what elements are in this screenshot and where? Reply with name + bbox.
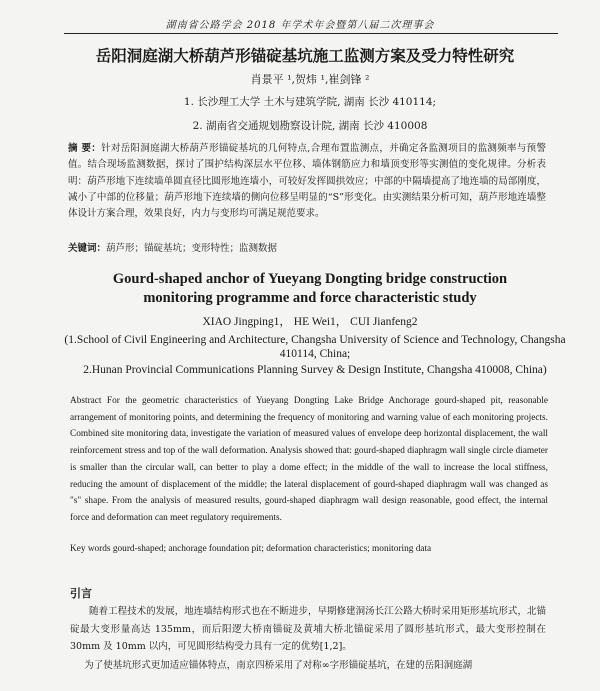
chinese-abstract-text: 针对岳阳洞庭湖大桥葫芦形锚碇基坑的几何特点,合理布置监测点，并确定各监测项目的监测频率与预警值。结合现场监测数据，探讨了围护结构深层水平位移、墙体钢筋应力和墙顶变形等实测值的变化规律。分析表明：葫芦形地下连续墙单圆直径比圆形地连墙小，可较好发挥圆拱效应；中部的中隔墙提高了地连墙的局部刚度，减小了中部的位移量；葫芦形地下连续墙的侧向位移呈明显的“S”形变化。由实测结果分析可知，葫芦形地连墙整体设计方案合理，效果良好，内力与变形均可满足规范要求。 bbox=[68, 143, 546, 220]
english-abstract bbox=[70, 393, 548, 527]
english-affiliation-2: 2.Hunan Provincial Communications Planning Survey & Design Institute, Changsha 410008, China) bbox=[83, 364, 547, 376]
body-paragraph-1: 随着工程技术的发展，地连墙结构形式也在不断进步，早期修建洞汤长江公路大桥时采用矩形基坑形式，北锚碇最大变形量高达 135mm，而后阳逻大桥南锚碇及黄埔大桥北锚碇采用了圆形基坑形式，最大变形控制在 30mm 及 10mm 以内，可见圆形结构受力具有一定的优势[1,2]。 bbox=[70, 606, 546, 652]
chinese-affiliation-1: 1. 长沙理工大学 土木与建筑学院, 湖南 长沙 410114; bbox=[183, 96, 437, 108]
chinese-keywords bbox=[68, 240, 548, 254]
english-title bbox=[40, 270, 580, 308]
header-rule bbox=[64, 33, 558, 34]
english-abstract-text: For the geometric characteristics of Yueyang Dongting Lake Bridge Anchorage gourd-shaped pit, reasonable arrangement of monitoring points, and determining the frequency of monitoring and warning value of each monitoring projects. Combined site monitoring data, investigate the variation of measured values of envelope deep horizontal displacement, the wall reinforcement stress and top of the wall deformation. Analysis showed that: gourd-shaped diaphragm wall single circle diameter is smaller than the circular wall, can better to play a dome effect; in the middle of the wall to increase the local stiffness, reducing the amount of displacement of the middle; the lateral displacement of gourd-shaped diaphragm wall was changed as "s" shape. From the analysis of measured results, gourd-shaped diaphragm wall design reasonable, good effect, the internal force and deformation can meet regulatory requirements. bbox=[70, 396, 548, 523]
english-authors: XIAO Jingping1， HE Wei1， CUI Jianfeng2 bbox=[202, 316, 418, 328]
running-header: 湖南省公路学会 2018 年学术年会暨第八届二次理事会 bbox=[165, 20, 435, 31]
chinese-abstract-label: 摘 要： bbox=[68, 143, 102, 154]
english-affiliation-1: (1.School of Civil Engineering and Architecture, Changsha University of Science and Technology, Changsha 410114, China; bbox=[64, 334, 566, 360]
english-abstract-label: Abstract bbox=[70, 396, 102, 406]
english-keywords bbox=[70, 544, 550, 554]
chinese-abstract bbox=[68, 141, 546, 222]
english-keywords-text: gourd-shaped; anchorage foundation pit; deformation characteristics; monitoring data bbox=[112, 544, 432, 554]
chinese-keywords-label: 关键词： bbox=[68, 243, 107, 254]
english-title-line-1: Gourd-shaped anchor of Yueyang Dongting bridge construction bbox=[112, 271, 508, 287]
chinese-affiliation-2: 2. 湖南省交通规划勘察设计院, 湖南 长沙 410008 bbox=[192, 120, 428, 132]
english-title-line-2: monitoring programme and force characteristic study bbox=[143, 290, 477, 306]
chinese-authors: 肖景平 ¹,贺炜 ¹,崔剑锋 ² bbox=[250, 73, 370, 86]
chinese-title: 岳阳洞庭湖大桥葫芦形锚碇基坑施工监测方案及受力特性研究 bbox=[95, 47, 515, 65]
english-keywords-label: Key words bbox=[70, 544, 111, 554]
section-heading-introduction: 引言 bbox=[70, 587, 92, 600]
body-paragraph-2: 为了使基坑形式更加适应锚体特点，南京四桥采用了对称∞字形锚碇基坑，在建的岳阳洞庭湖 bbox=[84, 660, 473, 671]
chinese-keywords-text: 葫芦形；锚碇基坑；变形特性；监测数据 bbox=[106, 243, 278, 254]
